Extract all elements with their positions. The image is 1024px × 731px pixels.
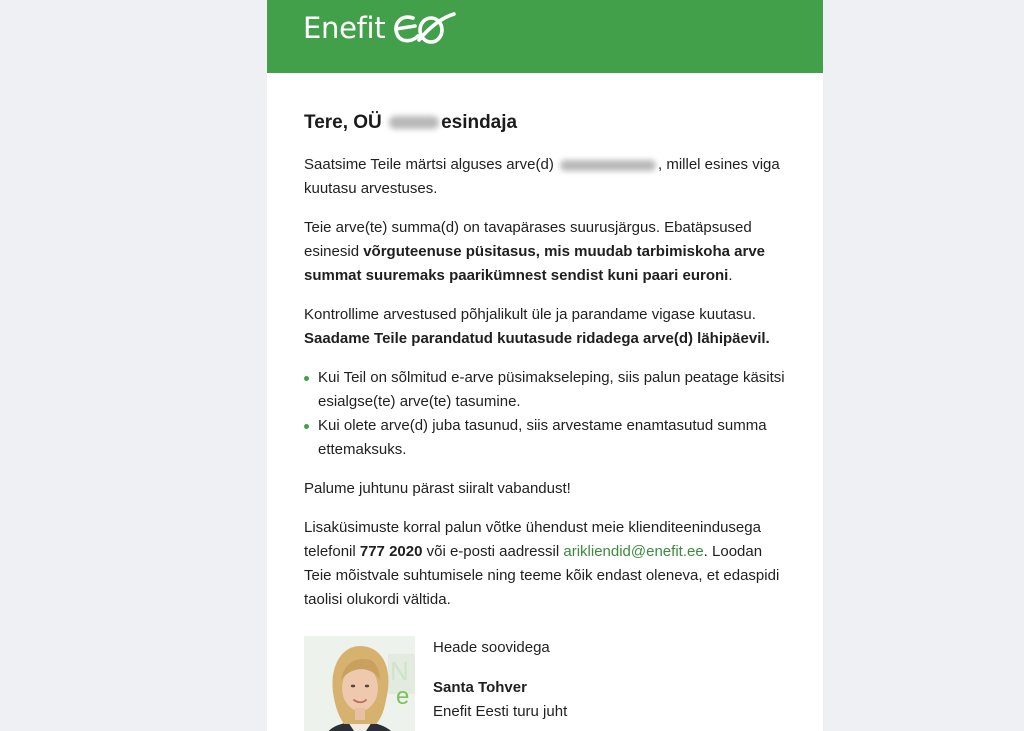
bullet-icon [304,376,309,381]
brand-name: Enefit [303,11,386,45]
p3-bold-text: Saadame Teile parandatud kuutasude ridadega arve(d) lähipäevil. [304,330,770,347]
list-item [304,366,787,414]
signature-text [433,636,567,731]
paragraph-correction [304,303,787,351]
apology-text: Palume juhtunu pärast siiralt vabandust! [304,480,571,497]
p1-text-before: Saatsime Teile märtsi alguses arve(d) [304,156,554,173]
email-header [267,0,823,73]
greeting-suffix: esindaja [441,112,518,133]
list-item-text: Kui Teil on sõlmitud e-arve püsimakseleping, siis palun peatage käsitsi esialgse(te) arve(te) tasumine. [318,369,785,410]
email-link[interactable]: arikliendid@enefit.ee [563,543,704,560]
signature [304,636,787,731]
p1-text-after: , millel esines viga kuutasu arvestuses. [304,156,780,197]
contact-text-middle: või e-posti aadressil [426,543,560,560]
p2-end: . [728,267,733,284]
p2-bold-text: võrguteenuse püsitasus, mis muudab tarbimiskoha arve summat suuremaks paarikümnest sendist kuni paari euroni [304,243,766,284]
redacted-invoice-number [560,160,656,171]
brand-mark-icon [391,10,457,48]
contact-text-after: . Loodan Teie mõistvale suhtumisele ning teeme kõik endast oleneva, et edaspidi taolisi olukordi vältida. [304,543,780,608]
enefit-logo [303,8,457,48]
email-content [267,73,823,731]
redacted-company-name [389,116,439,129]
bullet-icon [304,424,309,429]
signature-closing: Heade soovidega [433,639,550,656]
email-body [267,0,823,731]
paragraph-amount-info [304,216,787,288]
p3-text: Kontrollime arvestused põhjalikult üle ja parandame vigase kuutasu. [304,306,756,323]
contact-text-before: Lisaküsimuste korral palun võtke ühendust meie klienditeenindusega telefonil [304,519,761,560]
signature-title: Enefit Eesti turu juht [433,703,568,720]
signature-photo [304,636,415,731]
signature-name: Santa Tohver [433,679,527,696]
list-item [304,414,787,462]
list-item-text: Kui olete arve(d) juba tasunud, siis arvestame enamtasutud summa ettemaksuks. [318,417,767,458]
instructions-list [304,366,787,462]
greeting [304,111,787,135]
p2-text: Teie arve(te) summa(d) on tavapärases suurusjärgus. Ebatäpsused esinesid [304,219,752,260]
paragraph-invoice-error [304,153,787,201]
phone-number: 777 2020 [359,543,423,560]
portrait-image [304,636,415,731]
greeting-prefix: Tere, OÜ [304,112,382,133]
paragraph-contact [304,516,787,612]
svg-text:e: e [396,683,410,710]
svg-text:N: N [390,656,409,686]
